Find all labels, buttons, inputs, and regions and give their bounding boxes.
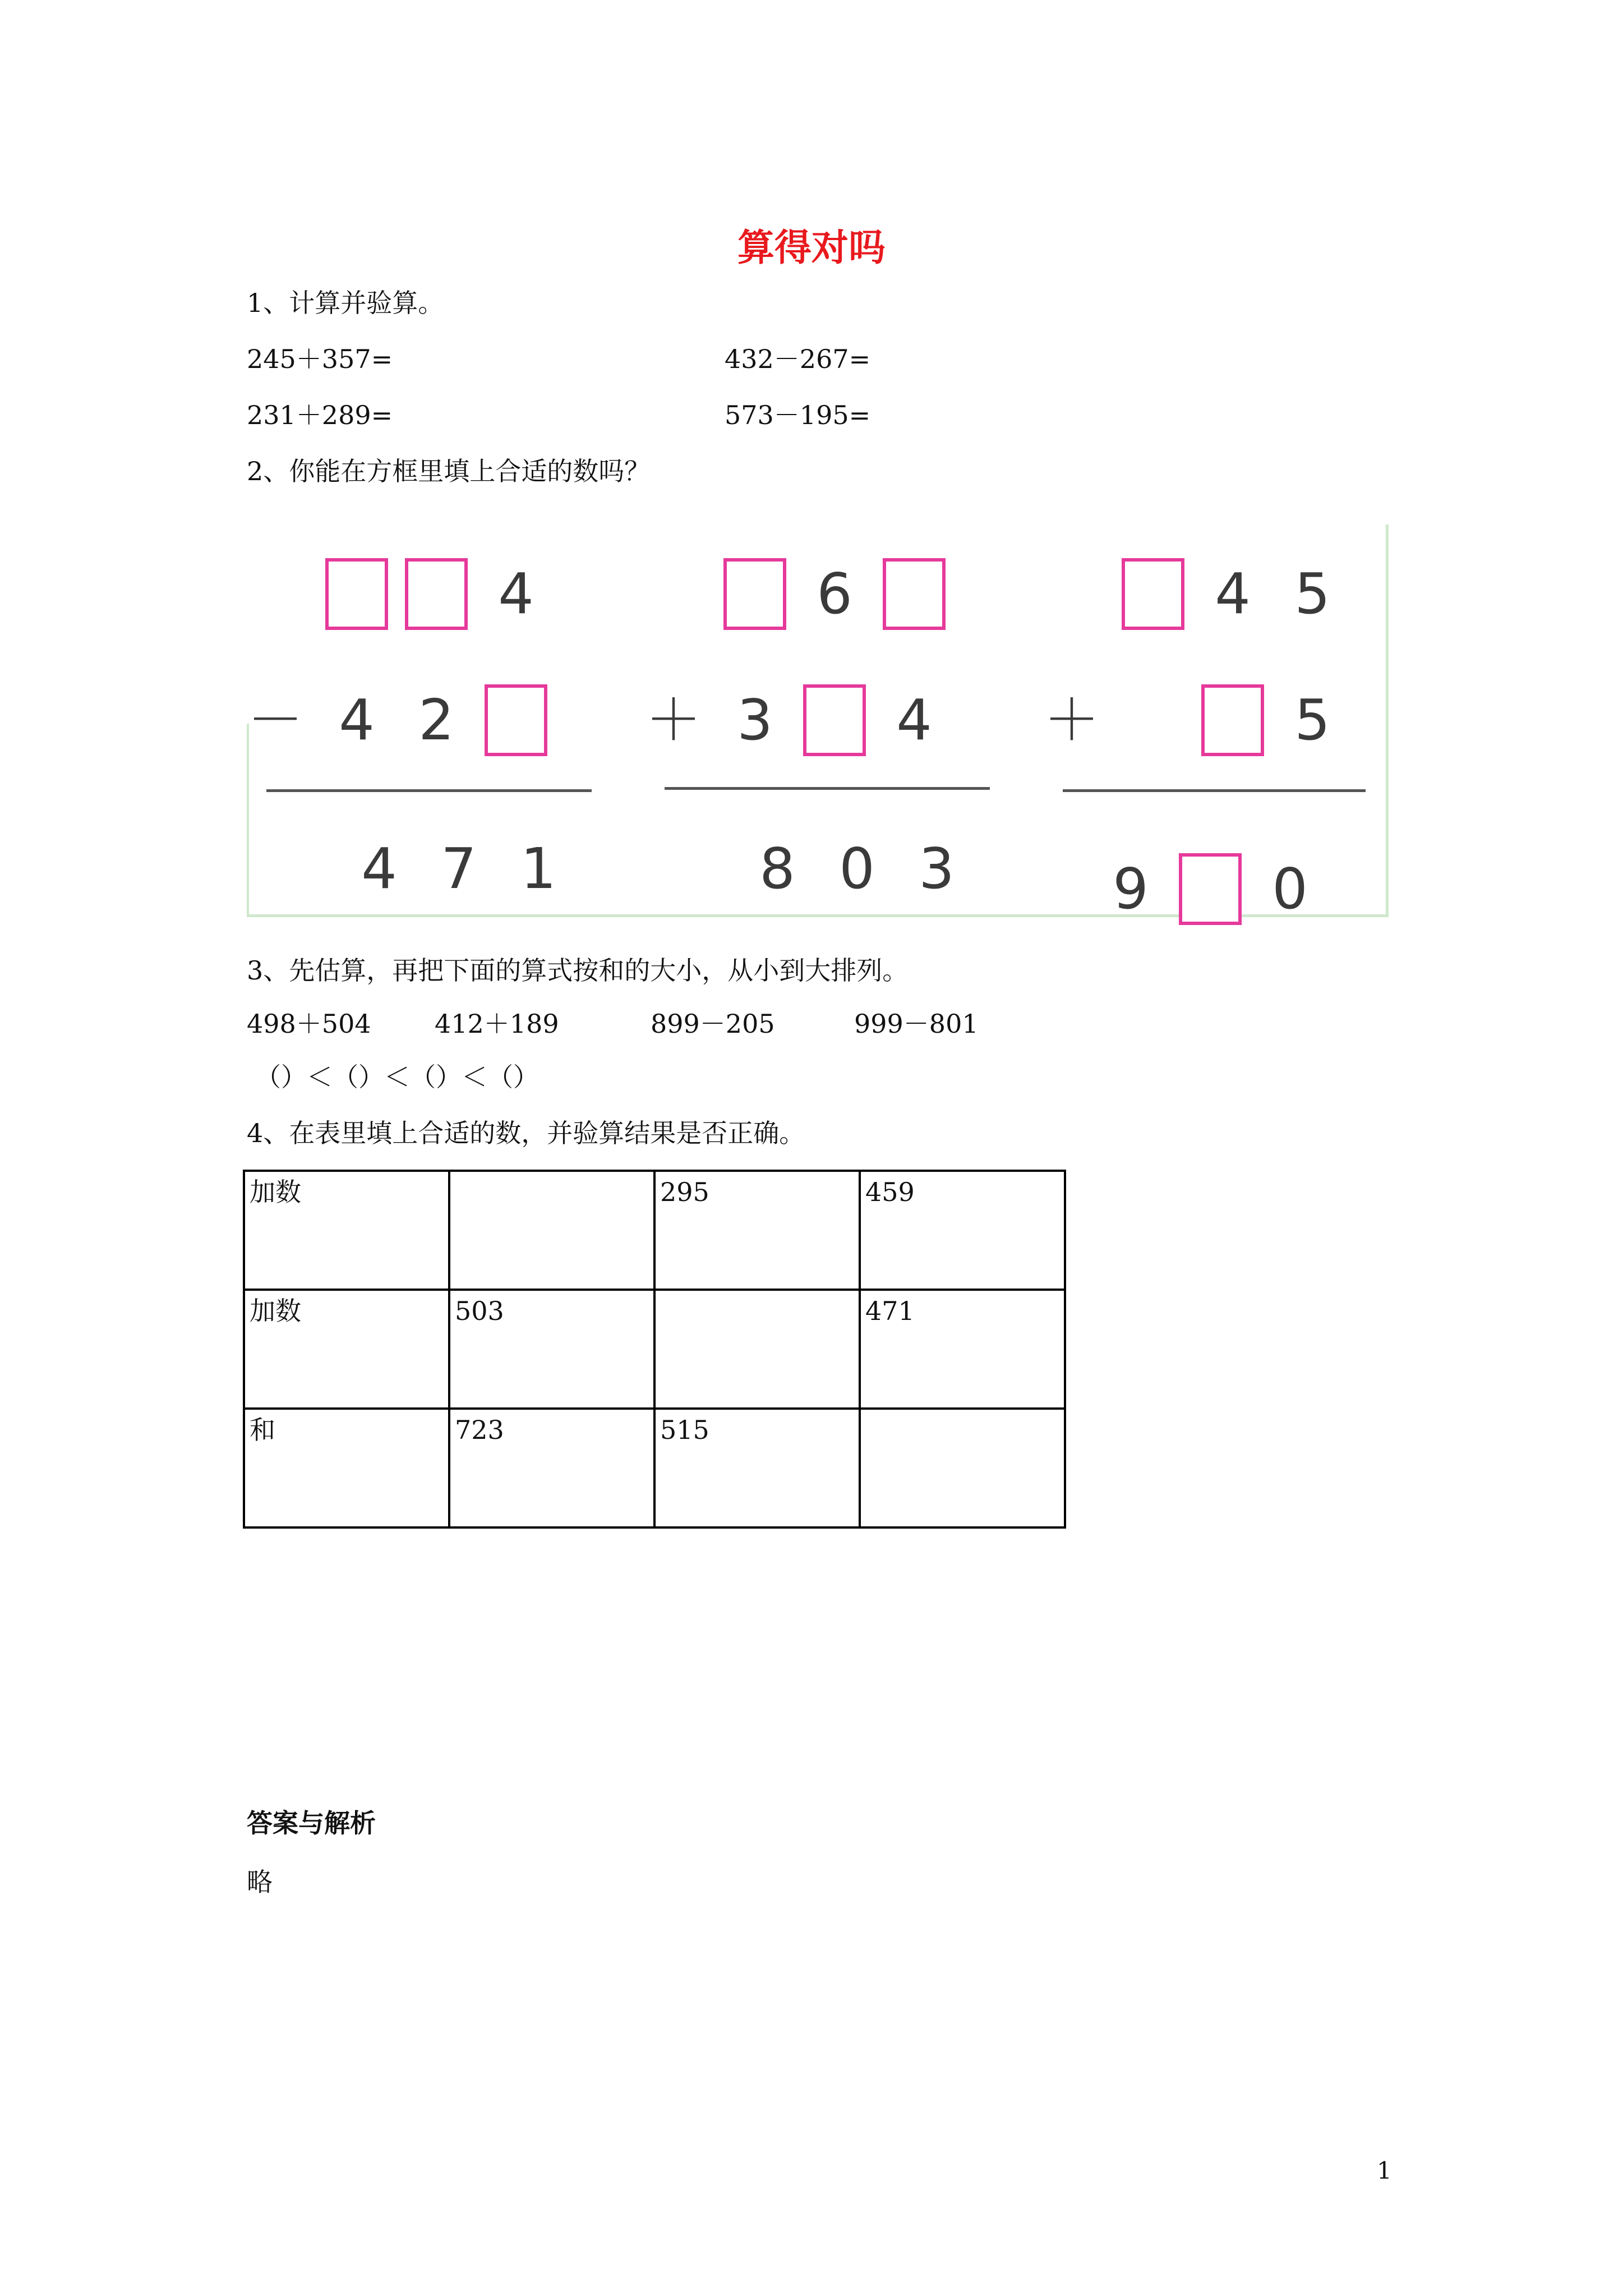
q1-heading: 1、计算并验算。: [247, 288, 444, 318]
digit: 4: [896, 687, 932, 753]
q1-item-1: 245＋357=: [247, 344, 393, 374]
page-number: 1: [1377, 2157, 1392, 2184]
digit: 8: [759, 836, 795, 901]
blank-box: [1122, 558, 1184, 630]
table-row: [244, 1171, 1065, 1290]
digit: 5: [1294, 561, 1330, 627]
addition-table: [243, 1170, 1066, 1529]
answer-heading: 答案与解析: [247, 1808, 376, 1838]
q3-ordering: （）＜（）＜（）＜（）: [255, 1062, 539, 1092]
blank-box: [723, 558, 786, 630]
q1-item-4: 573－195=: [725, 400, 871, 430]
table-cell: 471: [860, 1290, 1065, 1409]
digit: 4: [361, 836, 397, 901]
fill-in-boxes-figure: [247, 524, 1389, 922]
digit: 3: [919, 836, 955, 901]
q4-heading: 4、在表里填上合适的数，并验算结果是否正确。: [247, 1118, 805, 1148]
digit: 6: [817, 561, 852, 627]
blank-box: [803, 684, 866, 756]
digit: 0: [839, 836, 875, 901]
table-cell: 459: [860, 1171, 1065, 1290]
operator-sign: ＋: [1044, 687, 1100, 753]
q3-expression-2: 412＋189: [435, 1009, 559, 1039]
blank-box: [883, 558, 946, 630]
digit: 2: [418, 687, 454, 753]
sum-line: [266, 789, 592, 792]
digit: 7: [441, 836, 477, 901]
q2-heading: 2、你能在方框里填上合适的数吗？: [247, 456, 651, 486]
q1-item-2: 432－267=: [725, 344, 871, 374]
digit: 4: [498, 561, 534, 627]
operator-sign: －: [247, 687, 303, 753]
table-cell: 和: [244, 1409, 449, 1527]
table-row: [244, 1290, 1065, 1409]
digit: 3: [737, 687, 773, 753]
digit: 5: [1294, 687, 1330, 753]
blank-box: [1201, 684, 1264, 756]
table-cell: 515: [654, 1409, 860, 1527]
sum-line: [665, 787, 990, 790]
table-cell: [449, 1171, 654, 1290]
table-cell: 295: [654, 1171, 860, 1290]
q3-expression-4: 999－801: [854, 1009, 979, 1039]
blank-box: [325, 558, 388, 630]
digit: 1: [520, 836, 556, 901]
blank-box: [405, 558, 468, 630]
table-cell: 723: [449, 1409, 654, 1527]
page-title: 算得对吗: [737, 226, 886, 269]
q3-expression-3: 899－205: [651, 1009, 775, 1039]
q3-expression-1: 498＋504: [247, 1009, 371, 1039]
table-cell: [654, 1290, 860, 1409]
digit: 4: [1215, 561, 1251, 627]
q1-item-3: 231＋289=: [247, 400, 393, 430]
sum-line: [1063, 789, 1366, 792]
answer-text: 略: [247, 1867, 273, 1897]
blank-box: [485, 684, 547, 756]
table-cell: 503: [449, 1290, 654, 1409]
table-cell: [860, 1409, 1065, 1527]
digit: 9: [1113, 856, 1149, 922]
table-cell: 加数: [244, 1290, 449, 1409]
table-row: [244, 1409, 1065, 1527]
q3-heading: 3、先估算，再把下面的算式按和的大小，从小到大排列。: [247, 955, 909, 986]
blank-box: [1179, 853, 1242, 925]
operator-sign: ＋: [645, 687, 702, 753]
digit: 4: [339, 687, 375, 753]
digit: 0: [1272, 856, 1308, 922]
table-cell: 加数: [244, 1171, 449, 1290]
